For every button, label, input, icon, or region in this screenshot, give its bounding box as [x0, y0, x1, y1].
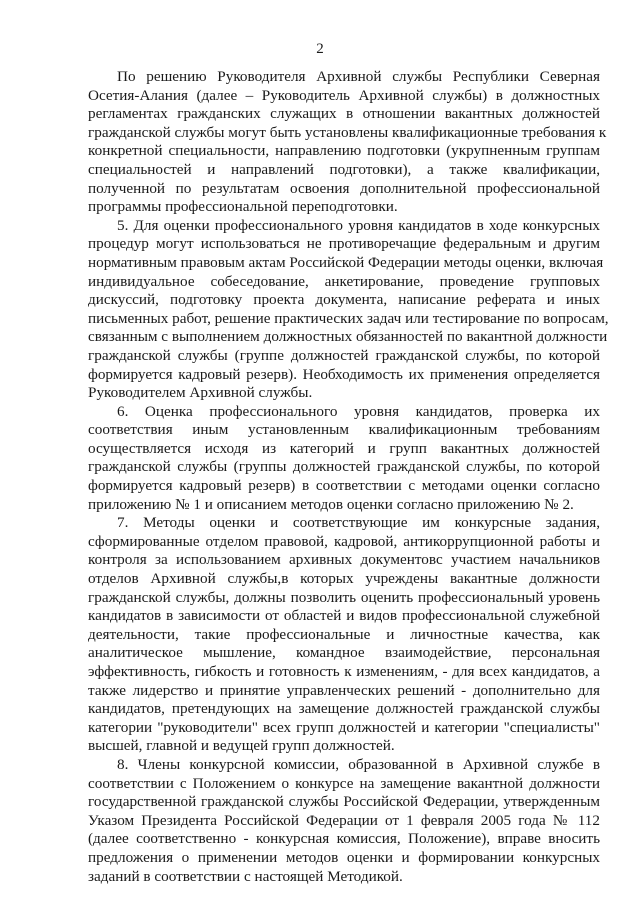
text-line: деятельности, такие профессиональные и личностные качества, как	[88, 625, 600, 643]
text-line: По решению Руководителя Архивной службы Республики Северная	[117, 68, 600, 85]
text-line: высшей, главной и ведущей групп должностей.	[88, 737, 395, 755]
text-line: соответствия иным установленным квалификационным требованиям	[88, 421, 600, 439]
text-line: процедур могут использоваться не противоречащие федеральным и другим	[88, 235, 600, 253]
text-line: сформированные отделом правовой, кадровой, антикоррупционной работы и	[88, 532, 600, 550]
text-line: Указом Президента Российской Федерации от 1 февраля 2005 года № 112	[88, 811, 600, 829]
text-line: контроля за использованием архивных документовс участием начальников	[88, 551, 600, 569]
text-line: нормативным правовым актам Российской Федерации методы оценки, включая	[88, 253, 604, 271]
text-line: связанным с выполнением должностных обязанностей по вакантной должности	[88, 328, 608, 346]
text-line: формируется кадровый резерв) в соответствии с методами оценки согласно	[88, 477, 600, 495]
text-line: гражданской службы могут быть установлены квалификационные требования к	[88, 123, 607, 141]
paragraph	[88, 756, 600, 886]
text-line: дискуссий, подготовку проекта документа, написание реферата и иных	[88, 291, 600, 309]
text-line: индивидуальное собеседование, анкетирование, проведение групповых	[88, 272, 600, 290]
text-line: гражданской службы (группе должностей гражданской службы, по которой	[88, 346, 600, 364]
text-line: категории "руководители" всех групп должностей и категории "специалисты"	[88, 718, 600, 736]
text-line: 8. Члены конкурсной комиссии, образованной в Архивной службе в	[117, 755, 600, 773]
text-line: кандидатов, претендующих на замещение должностей гражданской службы	[88, 700, 600, 718]
text-line: конкретной специальности, направлению подготовки (укрупненным группам	[88, 142, 600, 160]
text-line: осуществляется исходя из категорий и групп вакантных должностей	[88, 439, 600, 457]
text-line: Руководителем Архивной службы.	[88, 384, 313, 402]
text-line: аналитическое мышление, командное взаимодействие, персональная	[88, 644, 600, 662]
text-line: также лидерство и принятие управленческих решений - дополнительно для	[88, 681, 600, 699]
text-line: приложению № 1 и описанием методов оценки согласно приложению № 2.	[88, 495, 574, 513]
text-line: регламентах гражданских служащих в отношении вакантных должностей	[88, 105, 600, 123]
text-line: отделов Архивной службы,в которых учреждены вакантные должности	[88, 570, 600, 588]
text-line: 7. Методы оценки и соответствующие им конкурсные задания,	[117, 514, 600, 532]
text-line: Осетия-Алания (далее – Руководитель Архивной службы) в должностных	[88, 86, 600, 104]
text-line: (далее соответственно - конкурсная комиссия, Положение), вправе вносить	[88, 830, 600, 848]
text-line: государственной гражданской службы Российской Федерации, утвержденным	[88, 793, 600, 811]
text-line: 6. Оценка профессионального уровня кандидатов, проверка их	[117, 402, 600, 420]
paragraph	[88, 514, 600, 756]
document-body	[88, 68, 609, 886]
text-line: полученной по результатам освоения дополнительной профессиональной	[88, 179, 600, 197]
paragraph	[88, 216, 609, 403]
text-line: заданий в соответствии с настоящей Методикой.	[88, 867, 403, 885]
text-line: 5. Для оценки профессионального уровня кандидатов в ходе конкурсных	[117, 216, 600, 234]
text-line: программы профессиональной переподготовки.	[88, 198, 398, 216]
paragraph	[88, 403, 600, 515]
text-line: предложения о применении методов оценки и формировании конкурсных	[88, 848, 600, 866]
page-number: 2	[316, 41, 324, 57]
text-line: гражданской службы, должны позволить оценить профессиональный уровень	[88, 588, 600, 606]
paragraph	[88, 68, 607, 217]
text-line: формируется кадровый резерв). Необходимость их применения определяется	[88, 365, 600, 383]
text-line: гражданской службы (группы должностей гражданской службы, по которой	[88, 458, 600, 476]
text-line: соответствии с Положением о конкурсе на замещение вакантной должности	[88, 774, 600, 792]
text-line: эффективность, гибкость и готовность к изменениям, - для всех кандидатов, а	[88, 663, 600, 680]
text-line: кандидатов в зависимости от областей и видов профессиональной служебной	[88, 607, 600, 625]
text-line: письменных работ, решение практических задач или тестирование по вопросам,	[88, 309, 609, 327]
text-line: специальностей и направлений подготовки), а также квалификации,	[88, 160, 600, 178]
